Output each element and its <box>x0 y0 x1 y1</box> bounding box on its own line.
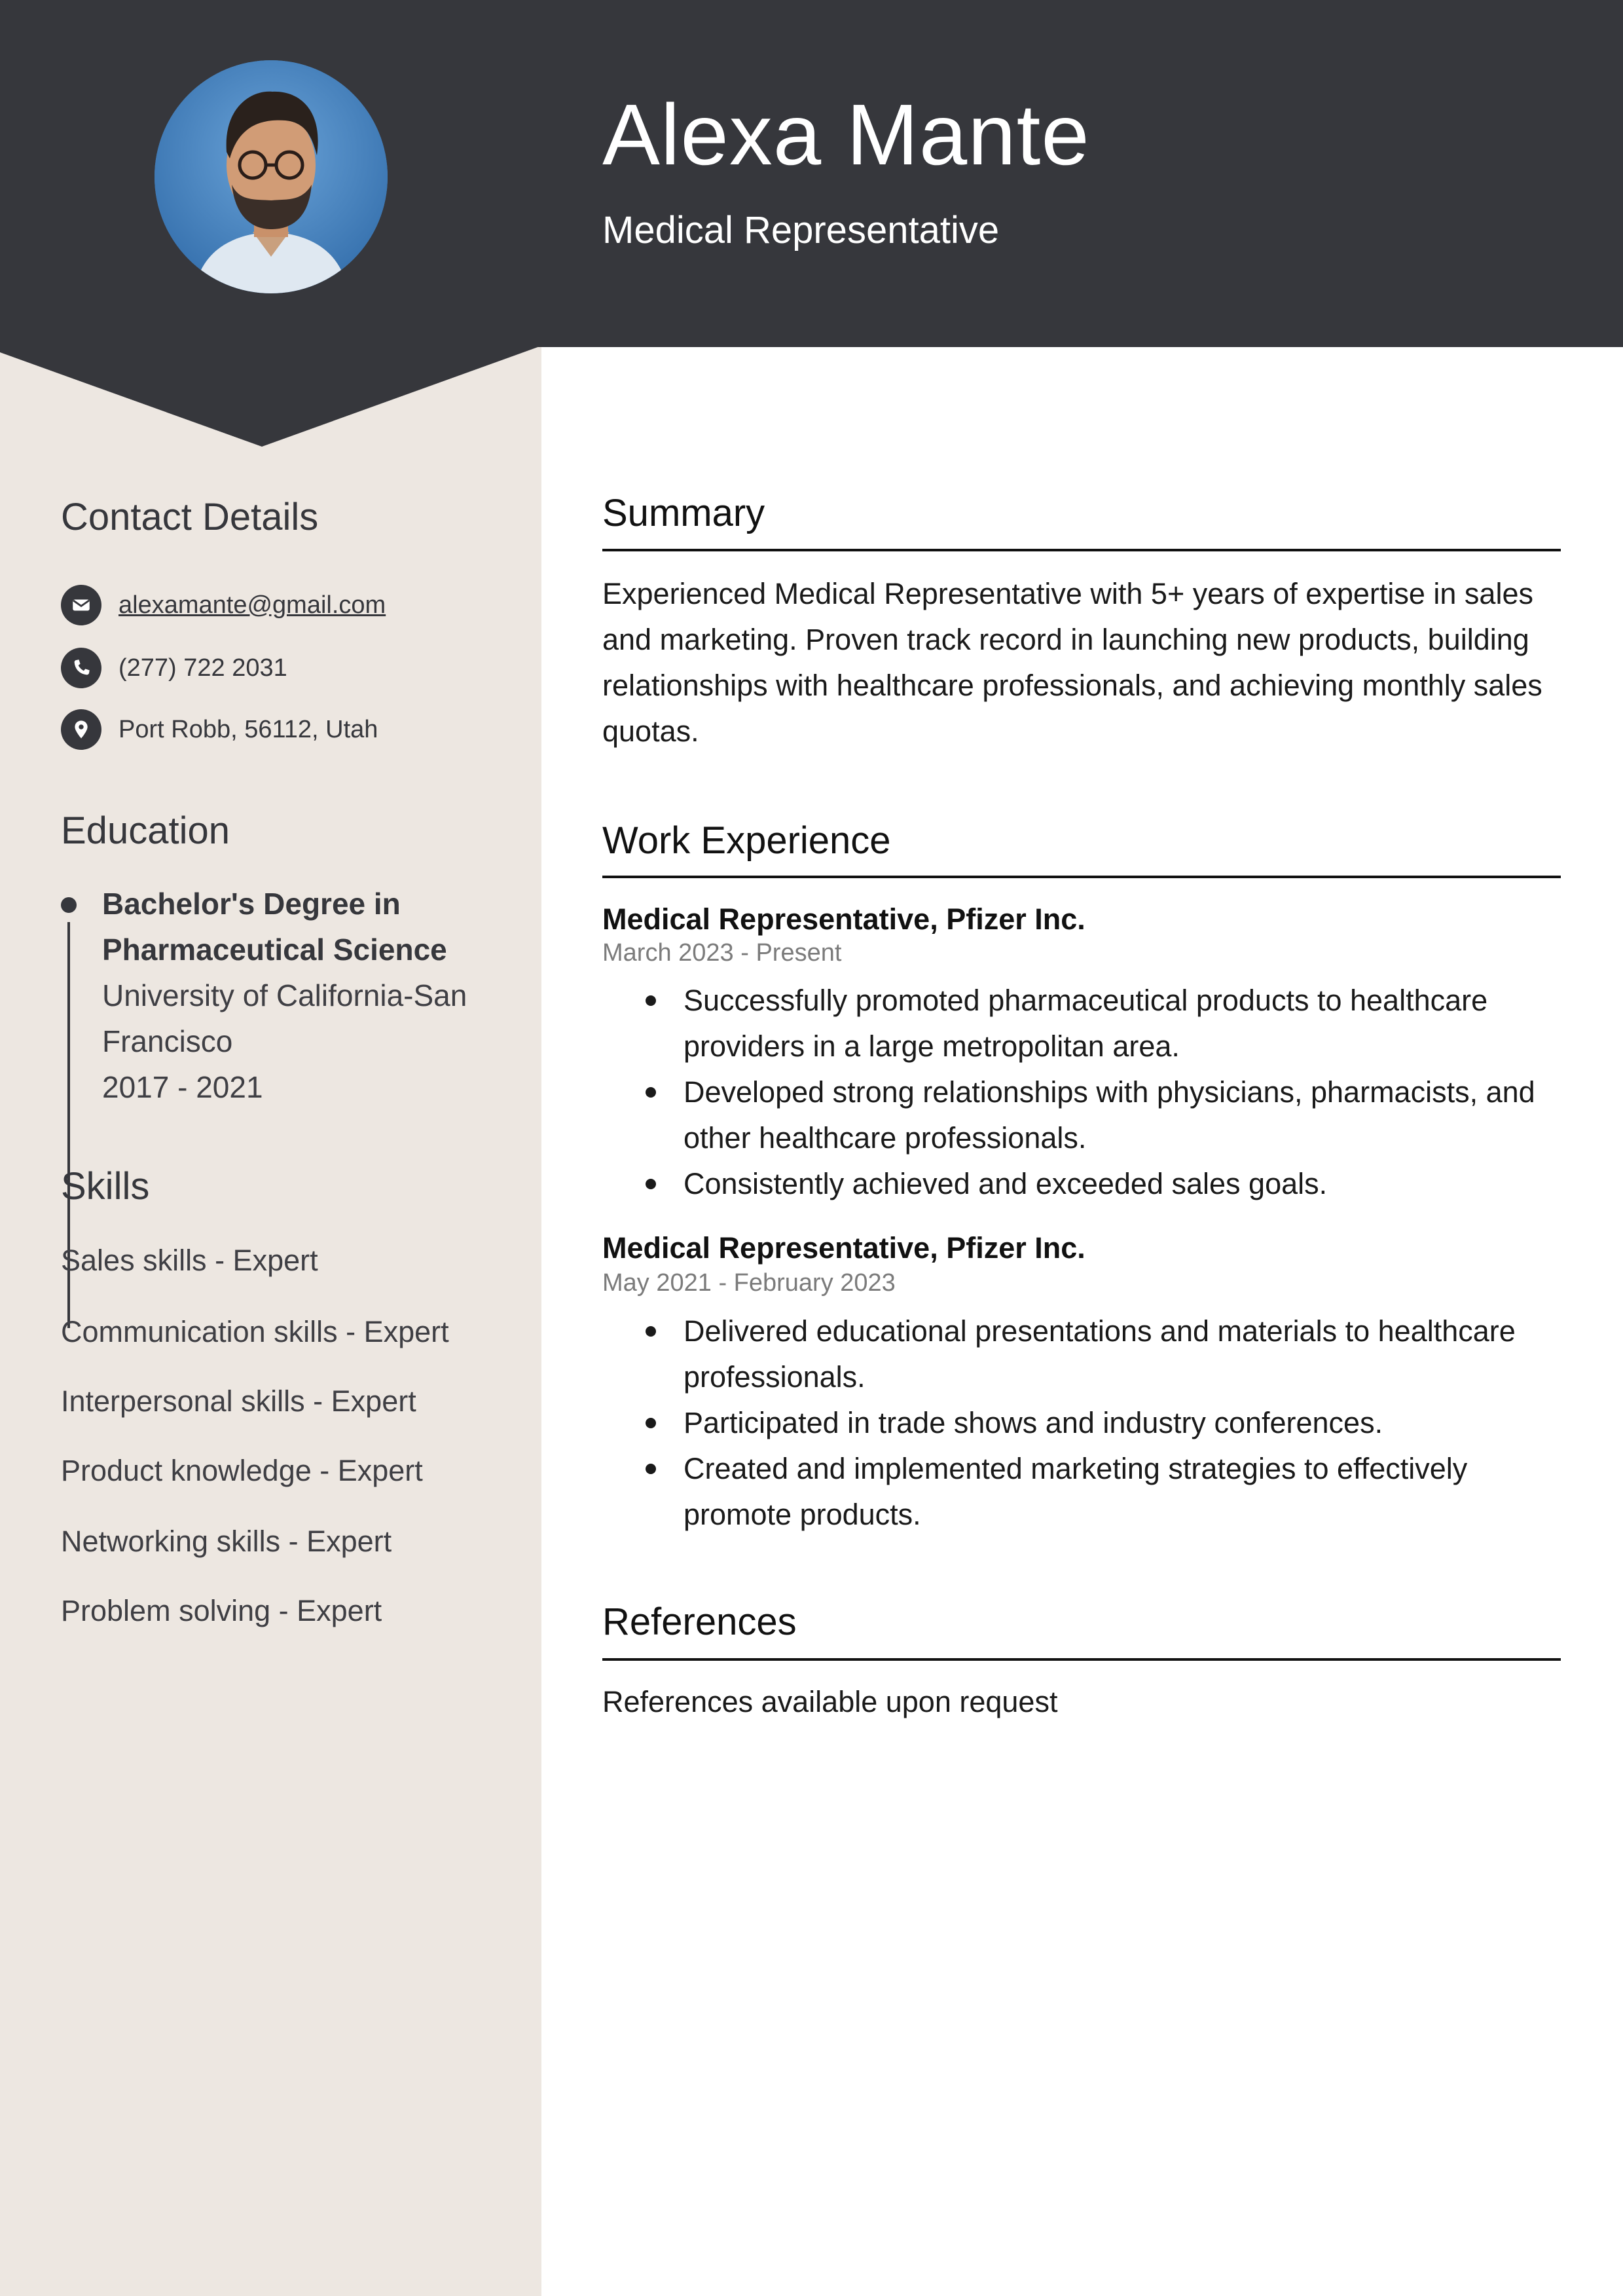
job-bullets <box>684 978 1574 1207</box>
degree: Bachelor's Degree in Pharmaceutical Science <box>102 887 447 967</box>
timeline-dot <box>61 897 77 913</box>
job-title: Medical Representative, Pfizer Inc. <box>602 902 1085 936</box>
summary-text: Experienced Medical Representative with 5+ years of expertise in sales and marketing. Proven track record in launching new products, building relationships with healthcare professionals, and achieving monthly sales quotas. <box>602 577 1542 748</box>
job-dates: March 2023 - Present <box>602 939 842 967</box>
email-link[interactable]: alexamante@gmail.com <box>119 591 386 619</box>
skill-item: Interpersonal skills - Expert <box>61 1384 416 1418</box>
education-heading: Education <box>61 809 230 852</box>
address: Port Robb, 56112, Utah <box>119 715 378 743</box>
skill-item: Sales skills - Expert <box>61 1244 318 1277</box>
contact-phone-row <box>61 648 287 688</box>
job-dates: May 2021 - February 2023 <box>602 1269 896 1297</box>
phone-number: (277) 722 2031 <box>119 654 287 682</box>
references-text: References available upon request <box>602 1685 1058 1718</box>
education-years: 2017 - 2021 <box>102 1070 263 1104</box>
references-heading: References <box>602 1601 797 1643</box>
map-pin-icon <box>61 709 101 750</box>
bullet-item: Developed strong relationships with physicians, pharmacists, and other healthcare professionals. <box>684 1069 1574 1161</box>
contact-heading: Contact Details <box>61 496 319 538</box>
profile-photo <box>155 60 388 293</box>
section-divider <box>602 549 1561 551</box>
skill-item: Problem solving - Expert <box>61 1594 382 1627</box>
candidate-title: Medical Representative <box>602 209 1000 251</box>
envelope-icon <box>61 585 101 625</box>
skill-item: Product knowledge - Expert <box>61 1454 423 1487</box>
skills-heading: Skills <box>61 1165 150 1208</box>
skill-item: Communication skills - Expert <box>61 1315 449 1348</box>
sidebar-chevron <box>0 346 541 448</box>
bullet-item: Created and implemented marketing strategies to effectively promote products. <box>684 1446 1574 1538</box>
phone-icon <box>61 648 101 688</box>
bullet-item: Delivered educational presentations and materials to healthcare professionals. <box>684 1308 1574 1400</box>
summary-heading: Summary <box>602 492 765 534</box>
work-heading: Work Experience <box>602 819 891 862</box>
bullet-item: Successfully promoted pharmaceutical products to healthcare providers in a large metropolitan area. <box>684 978 1574 1069</box>
candidate-name: Alexa Mante <box>602 86 1090 183</box>
section-divider <box>602 876 1561 878</box>
school: University of California-San Francisco <box>102 978 467 1058</box>
bullet-item: Consistently achieved and exceeded sales goals. <box>684 1161 1574 1207</box>
contact-email-row <box>61 585 386 625</box>
job-bullets <box>684 1308 1574 1538</box>
contact-address-row <box>61 709 378 750</box>
skill-item: Networking skills - Expert <box>61 1525 392 1558</box>
job-title: Medical Representative, Pfizer Inc. <box>602 1231 1085 1265</box>
bullet-item: Participated in trade shows and industry conferences. <box>684 1400 1574 1446</box>
section-divider <box>602 1658 1561 1661</box>
